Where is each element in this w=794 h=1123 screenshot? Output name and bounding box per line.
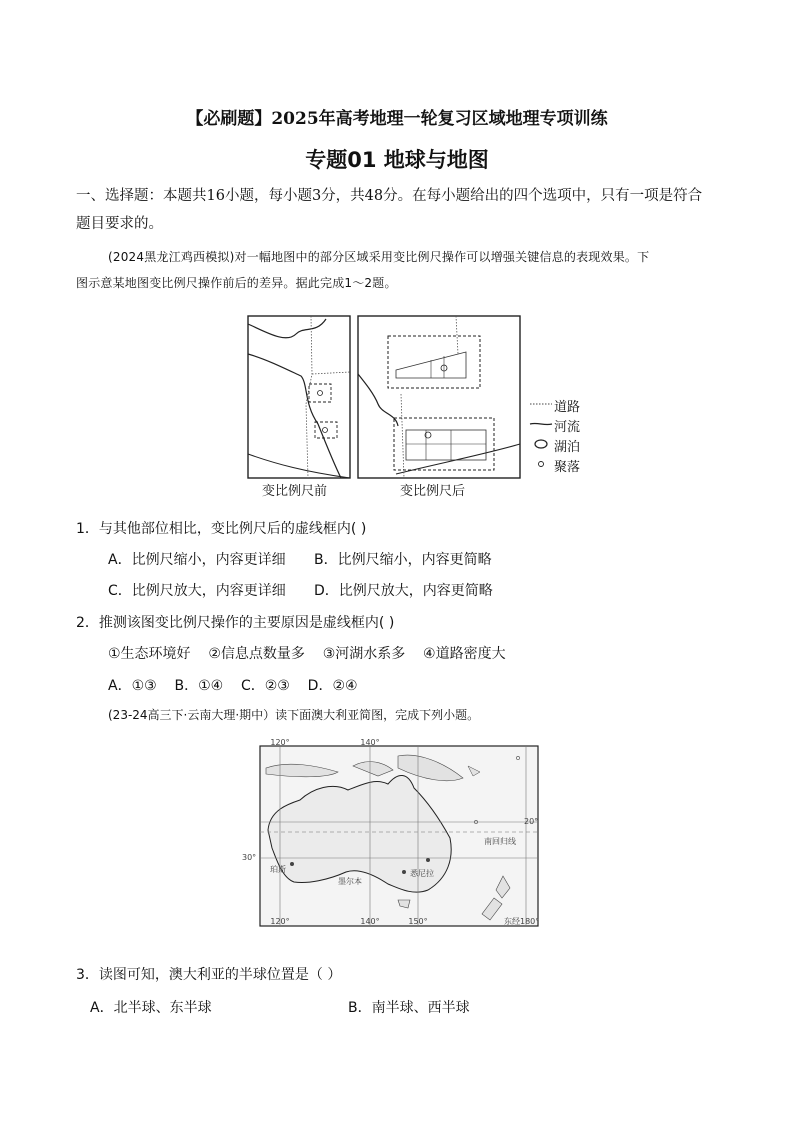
label-lon-120-bottom: 120° bbox=[270, 917, 290, 926]
question-1-stem: 1．与其他部位相比，变比例尺后的虚线框内( ) bbox=[76, 521, 367, 537]
question-3-option-b: B．南半球、西半球 bbox=[348, 1000, 470, 1016]
label-melbourne: 墨尔本 bbox=[338, 877, 362, 886]
topic-title: 专题01 地球与地图 bbox=[305, 148, 489, 172]
legend-lake: 湖泊 bbox=[554, 440, 581, 455]
document-title: 【必刷题】2025年高考地理一轮复习区域地理专项训练 bbox=[186, 109, 608, 129]
label-lon-140-top: 140° bbox=[360, 738, 380, 747]
question-1-option-c: C．比例尺放大，内容更详细 bbox=[108, 583, 286, 599]
question-1-option-b: B．比例尺缩小，内容更简略 bbox=[314, 552, 492, 568]
legend-road: 道路 bbox=[554, 400, 581, 415]
label-lat-20: 20° bbox=[524, 817, 539, 826]
intro-paragraph-2: (23-24高三下·云南大理·期中）读下面澳大利亚简图，完成下列小题。 bbox=[108, 708, 480, 722]
intro-paragraph-1 bbox=[76, 244, 726, 296]
label-tropic: 南回归线 bbox=[484, 837, 516, 846]
question-2-stem: 2．推测该图变比例尺操作的主要原因是虚线框内( ) bbox=[76, 615, 395, 631]
intro-line-2: 图示意某地图变比例尺操作前后的差异。据此完成1～2题。 bbox=[76, 276, 397, 290]
label-lon-150-bottom: 150° bbox=[408, 917, 428, 926]
caption-before: 变比例尺前 bbox=[262, 484, 328, 499]
label-sydney: 悉尼拉 bbox=[410, 869, 434, 878]
question-3-option-a: A．北半球、东半球 bbox=[90, 1000, 212, 1016]
scale-comparison-figure bbox=[246, 314, 522, 480]
legend-river: 河流 bbox=[554, 420, 581, 435]
legend-settlement: 聚落 bbox=[554, 460, 581, 475]
label-lon-120-top: 120° bbox=[270, 738, 290, 747]
question-1-option-a: A．比例尺缩小，内容更详细 bbox=[108, 552, 286, 568]
question-3-stem: 3．读图可知，澳大利亚的半球位置是（ ） bbox=[76, 967, 342, 983]
section-line-1: 一、选择题：本题共16小题，每小题3分，共48分。在每小题给出的四个选项中，只有一项是符合 bbox=[76, 188, 703, 204]
label-lon-140-bottom: 140° bbox=[360, 917, 380, 926]
section-instructions bbox=[76, 182, 726, 238]
caption-after: 变比例尺后 bbox=[400, 484, 466, 499]
question-2-options: A．①③ B．①④ C．②③ D．②④ bbox=[108, 678, 358, 694]
question-2-items: ①生态环境好 ②信息点数量多 ③河湖水系多 ④道路密度大 bbox=[108, 646, 506, 662]
map-after-panel bbox=[358, 316, 520, 478]
map-before-panel bbox=[248, 316, 350, 478]
label-perth: 珀斯 bbox=[270, 865, 286, 874]
australia-map bbox=[242, 738, 542, 930]
label-east-180: 东经180° bbox=[504, 917, 540, 926]
question-1-option-d: D．比例尺放大，内容更简略 bbox=[314, 583, 493, 599]
label-lat-30: 30° bbox=[242, 853, 257, 862]
section-line-2: 题目要求的。 bbox=[76, 216, 163, 232]
intro-line-1: (2024黑龙江鸡西模拟)对一幅地图中的部分区域采用变比例尺操作可以增强关键信息的表现效果。下 bbox=[108, 250, 650, 264]
